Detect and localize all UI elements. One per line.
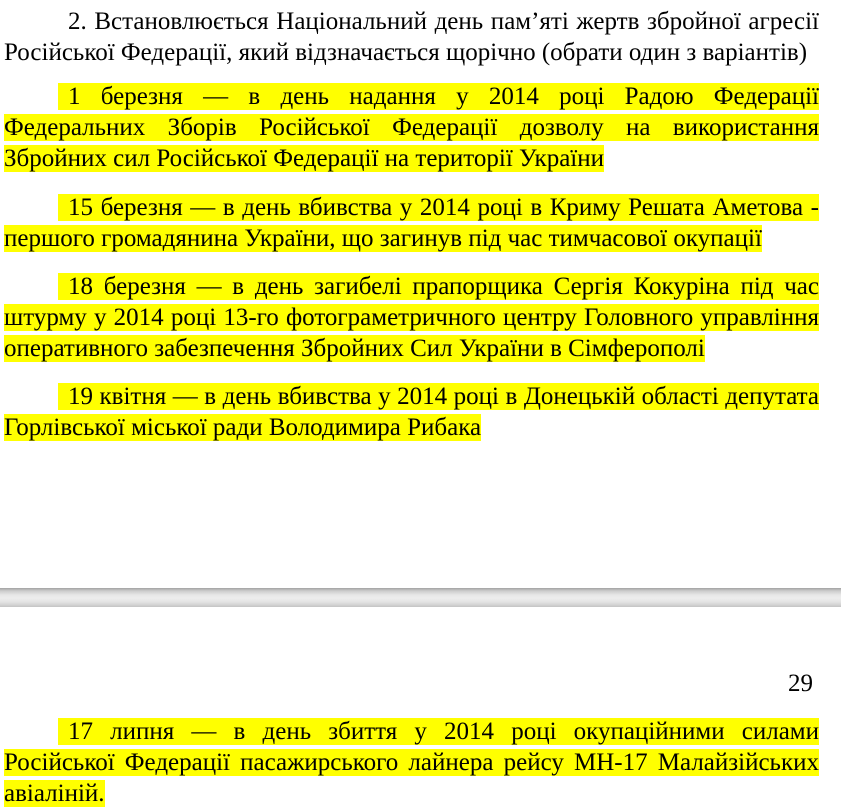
highlighted-text: 18 березня — в день загибелі прапорщика Сергія Кокуріна під час штурму у 2014 році 13-го фотограметричного центру Головного управління оперативного забезпечення Збройних Сил України в Сімферополі — [4, 273, 819, 362]
highlighted-text: 19 квітня — в день вбивства у 2014 році в Донецькій області депутата Горлівської міської ради Володимира Рибака — [4, 383, 819, 441]
option-paragraph-march-18 — [4, 271, 819, 364]
highlighted-text: 15 березня — в день вбивства у 2014 році в Криму Решата Аметова - першого громадянина України, що загинув під час тимчасової окупації — [4, 194, 819, 252]
page-number: 29 — [788, 670, 813, 697]
highlighted-text: 17 липня — в день збиття у 2014 році окупаційними силами Російської Федерації пасажирського лайнера рейсу МН-17 Малайзійських авіаліній. — [4, 718, 819, 807]
option-paragraph-april-19 — [4, 381, 819, 443]
page-break-separator — [0, 588, 841, 607]
highlighted-text: 1 березня — в день надання у 2014 році Радою Федерації Федеральних Зборів Російської Федерації дозволу на використання Збройних сил Російської Федерації на території України — [4, 83, 819, 172]
continuation-paragraph-july-17 — [4, 716, 819, 809]
intro-paragraph: 2. Встановлюється Національний день пам’яті жертв збройної агресії Російської Федерації, який відзначається щорічно (обрати один з варіантів) — [4, 8, 819, 66]
option-paragraph-march-15 — [4, 192, 819, 254]
page-content-bottom — [0, 668, 841, 809]
option-paragraph-march-1 — [4, 81, 819, 174]
